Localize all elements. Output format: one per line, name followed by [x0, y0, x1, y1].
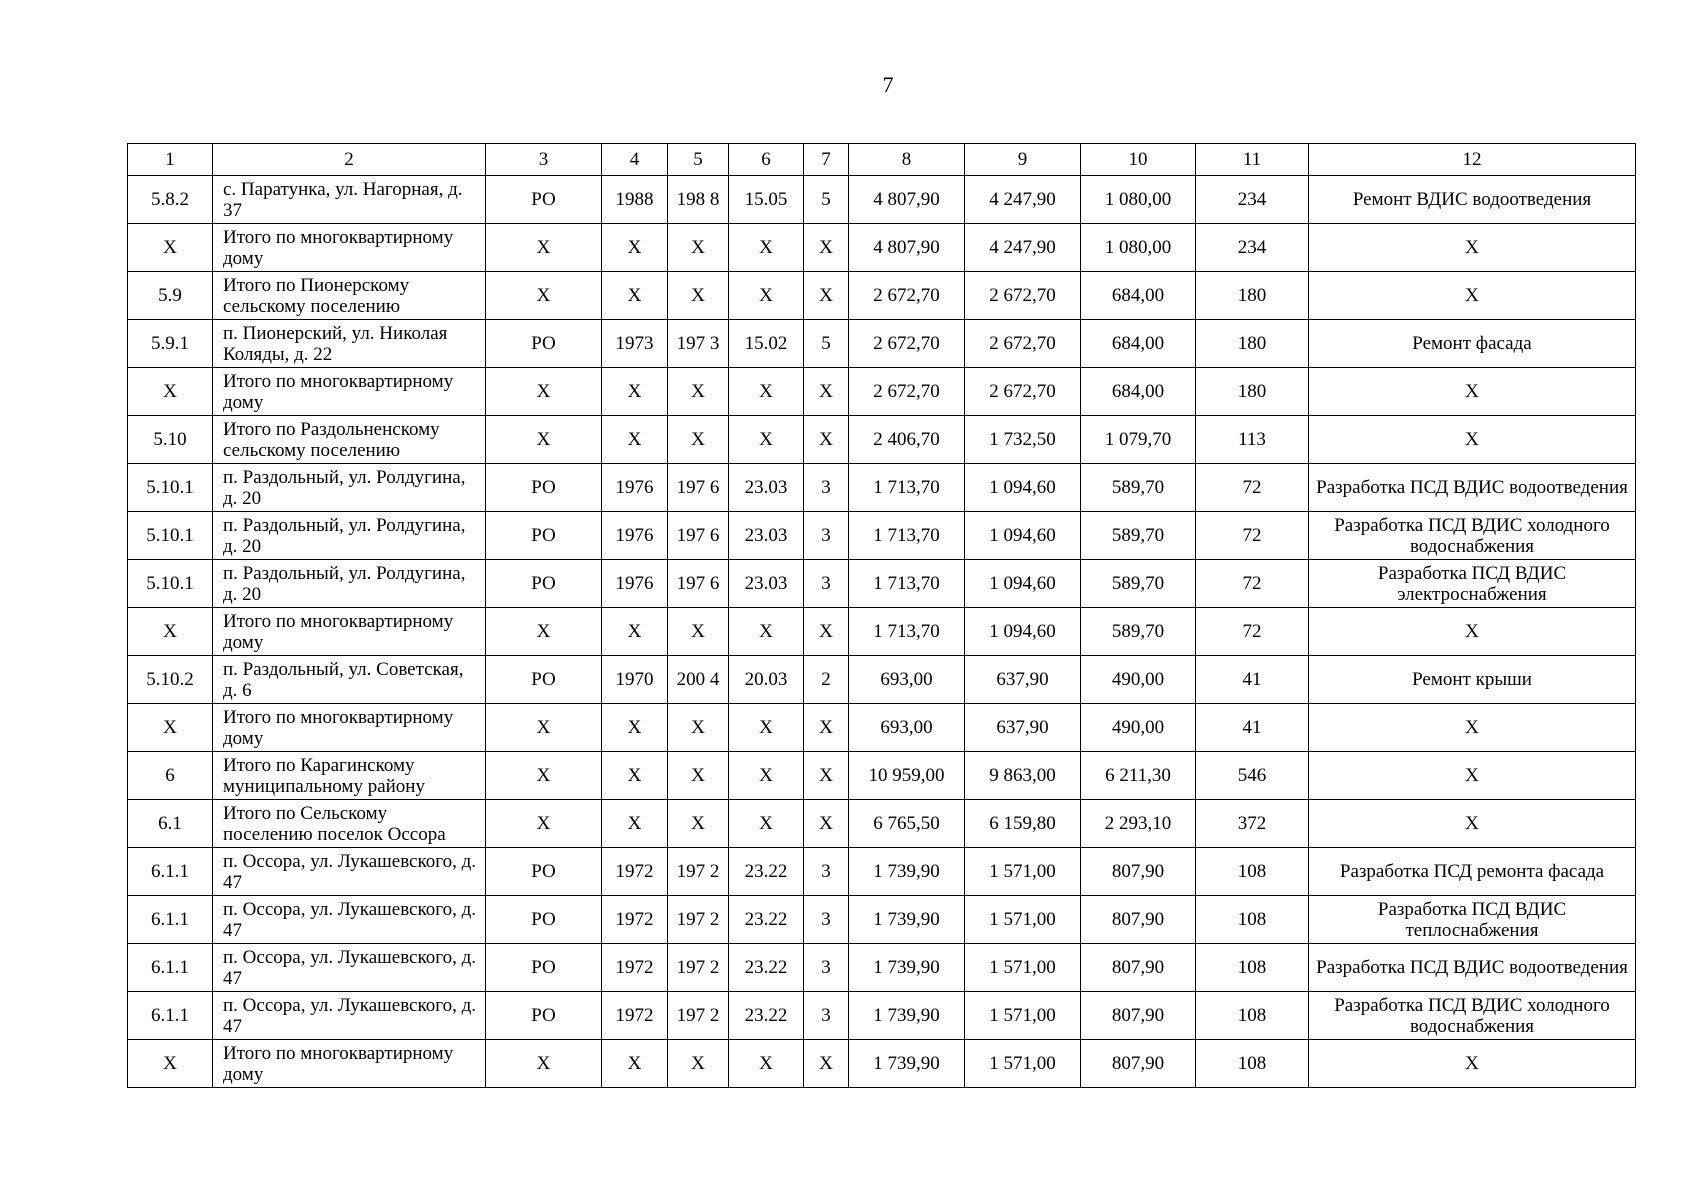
cell-owner: РО [486, 896, 602, 944]
cell-owner: Х [486, 1040, 602, 1088]
cell-year-2: 197 2 [668, 896, 729, 944]
table-row [128, 416, 1636, 464]
page-number: 7 [882, 72, 894, 97]
cell-residents: 108 [1196, 848, 1309, 896]
cell-area-living: 1 094,60 [965, 464, 1081, 512]
cell-area-living: 1 094,60 [965, 512, 1081, 560]
cell-floors: 2 [804, 656, 849, 704]
cell-year-2: Х [668, 608, 729, 656]
cell-year-2: 197 2 [668, 944, 729, 992]
cell-owner: РО [486, 656, 602, 704]
cell-owner: РО [486, 512, 602, 560]
cell-work-type: Разработка ПСД ВДИС электроснабжения [1309, 560, 1636, 608]
cell-work-type: Х [1309, 752, 1636, 800]
cell-residents: 41 [1196, 704, 1309, 752]
cell-owner: Х [486, 272, 602, 320]
cell-floors: Х [804, 416, 849, 464]
header-cell-owner: 3 [486, 144, 602, 176]
cell-residents: 546 [1196, 752, 1309, 800]
cell-residents: 72 [1196, 560, 1309, 608]
cell-code: 23.03 [729, 512, 804, 560]
cell-floors: 3 [804, 848, 849, 896]
cell-year-2: 197 2 [668, 992, 729, 1040]
cell-area-living: 1 732,50 [965, 416, 1081, 464]
cell-area-living: 1 094,60 [965, 608, 1081, 656]
cell-work-type: Х [1309, 704, 1636, 752]
cell-address: п. Оссора, ул. Лукашевского, д. 47 [213, 896, 486, 944]
cell-address: Итого по Раздольненскому сельскому поселению [213, 416, 486, 464]
cell-area-living: 1 571,00 [965, 944, 1081, 992]
cell-area-total: 2 406,70 [849, 416, 965, 464]
cell-code: 23.03 [729, 560, 804, 608]
cell-num: 6.1.1 [128, 992, 213, 1040]
cell-area-living: 637,90 [965, 656, 1081, 704]
cell-year-2: Х [668, 800, 729, 848]
cell-address: п. Раздольный, ул. Ролдугина, д. 20 [213, 464, 486, 512]
cell-area-other: 490,00 [1081, 704, 1196, 752]
cell-address: п. Раздольный, ул. Ролдугина, д. 20 [213, 560, 486, 608]
cell-area-other: 1 080,00 [1081, 176, 1196, 224]
cell-owner: Х [486, 800, 602, 848]
table-row [128, 560, 1636, 608]
cell-owner: РО [486, 320, 602, 368]
cell-area-living: 4 247,90 [965, 224, 1081, 272]
cell-floors: Х [804, 752, 849, 800]
cell-year-2: 198 8 [668, 176, 729, 224]
table-row [128, 272, 1636, 320]
cell-floors: 5 [804, 176, 849, 224]
cell-address: с. Паратунка, ул. Нагорная, д. 37 [213, 176, 486, 224]
cell-num: Х [128, 224, 213, 272]
cell-year-2: 200 4 [668, 656, 729, 704]
cell-code: Х [729, 272, 804, 320]
cell-year-2: 197 3 [668, 320, 729, 368]
cell-area-total: 1 713,70 [849, 464, 965, 512]
cell-area-living: 637,90 [965, 704, 1081, 752]
cell-owner: Х [486, 368, 602, 416]
cell-floors: Х [804, 1040, 849, 1088]
cell-num: 5.10 [128, 416, 213, 464]
cell-year-built: 1976 [602, 464, 668, 512]
cell-area-living: 1 571,00 [965, 896, 1081, 944]
cell-num: 5.9 [128, 272, 213, 320]
table-row [128, 656, 1636, 704]
cell-floors: Х [804, 224, 849, 272]
cell-area-living: 1 094,60 [965, 560, 1081, 608]
cell-area-total: 2 672,70 [849, 368, 965, 416]
cell-owner: Х [486, 224, 602, 272]
cell-address: Итого по многоквартирному дому [213, 368, 486, 416]
cell-year-2: 197 2 [668, 848, 729, 896]
cell-code: 15.02 [729, 320, 804, 368]
cell-year-built: 1970 [602, 656, 668, 704]
cell-address: Итого по многоквартирному дому [213, 224, 486, 272]
cell-area-total: 4 807,90 [849, 176, 965, 224]
cell-code: 23.22 [729, 992, 804, 1040]
cell-year-built: 1972 [602, 992, 668, 1040]
cell-num: 5.8.2 [128, 176, 213, 224]
cell-year-2: Х [668, 752, 729, 800]
cell-year-built: Х [602, 800, 668, 848]
cell-code: Х [729, 608, 804, 656]
cell-code: 15.05 [729, 176, 804, 224]
cell-num: 6 [128, 752, 213, 800]
table-row [128, 1040, 1636, 1088]
header-cell-residents: 11 [1196, 144, 1309, 176]
cell-year-2: Х [668, 224, 729, 272]
cell-work-type: Разработка ПСД ВДИС водоотведения [1309, 944, 1636, 992]
table-row [128, 992, 1636, 1040]
cell-owner: РО [486, 944, 602, 992]
cell-floors: 3 [804, 464, 849, 512]
cell-code: 23.22 [729, 848, 804, 896]
cell-code: Х [729, 704, 804, 752]
cell-floors: 3 [804, 944, 849, 992]
cell-address: п. Оссора, ул. Лукашевского, д. 47 [213, 992, 486, 1040]
cell-area-living: 1 571,00 [965, 848, 1081, 896]
cell-work-type: Х [1309, 416, 1636, 464]
cell-num: 5.10.1 [128, 464, 213, 512]
cell-num: 6.1.1 [128, 944, 213, 992]
cell-num: Х [128, 1040, 213, 1088]
header-cell-area-living: 9 [965, 144, 1081, 176]
cell-area-other: 1 080,00 [1081, 224, 1196, 272]
cell-address: п. Раздольный, ул. Советская, д. 6 [213, 656, 486, 704]
cell-address: Итого по Пионерскому сельскому поселению [213, 272, 486, 320]
cell-area-living: 6 159,80 [965, 800, 1081, 848]
cell-area-total: 1 713,70 [849, 560, 965, 608]
cell-year-2: Х [668, 368, 729, 416]
header-cell-area-other: 10 [1081, 144, 1196, 176]
cell-floors: Х [804, 272, 849, 320]
cell-residents: 72 [1196, 608, 1309, 656]
cell-area-living: 2 672,70 [965, 368, 1081, 416]
cell-owner: Х [486, 416, 602, 464]
cell-work-type: Разработка ПСД ВДИС водоотведения [1309, 464, 1636, 512]
cell-area-other: 684,00 [1081, 320, 1196, 368]
cell-year-built: Х [602, 1040, 668, 1088]
cell-area-other: 589,70 [1081, 464, 1196, 512]
cell-residents: 108 [1196, 896, 1309, 944]
cell-work-type: Разработка ПСД ВДИС холодного водоснабжения [1309, 992, 1636, 1040]
cell-year-built: Х [602, 608, 668, 656]
cell-area-total: 6 765,50 [849, 800, 965, 848]
table-row [128, 752, 1636, 800]
cell-floors: 3 [804, 512, 849, 560]
table-row [128, 320, 1636, 368]
cell-owner: РО [486, 176, 602, 224]
cell-residents: 372 [1196, 800, 1309, 848]
cell-area-other: 490,00 [1081, 656, 1196, 704]
cell-work-type: Х [1309, 608, 1636, 656]
cell-work-type: Ремонт крыши [1309, 656, 1636, 704]
cell-area-other: 2 293,10 [1081, 800, 1196, 848]
cell-area-other: 6 211,30 [1081, 752, 1196, 800]
cell-area-other: 684,00 [1081, 272, 1196, 320]
cell-year-built: Х [602, 368, 668, 416]
cell-area-total: 1 739,90 [849, 944, 965, 992]
table-row [128, 896, 1636, 944]
cell-num: 5.10.1 [128, 512, 213, 560]
cell-year-built: 1972 [602, 944, 668, 992]
cell-year-2: 197 6 [668, 560, 729, 608]
cell-work-type: Разработка ПСД ремонта фасада [1309, 848, 1636, 896]
table-row [128, 176, 1636, 224]
table-row [128, 464, 1636, 512]
cell-area-living: 1 571,00 [965, 1040, 1081, 1088]
cell-year-built: Х [602, 704, 668, 752]
cell-owner: РО [486, 848, 602, 896]
cell-year-2: 197 6 [668, 464, 729, 512]
cell-address: п. Оссора, ул. Лукашевского, д. 47 [213, 848, 486, 896]
cell-area-total: 1 713,70 [849, 512, 965, 560]
cell-floors: 3 [804, 992, 849, 1040]
cell-area-total: 693,00 [849, 704, 965, 752]
cell-area-total: 10 959,00 [849, 752, 965, 800]
cell-code: 23.03 [729, 464, 804, 512]
cell-area-other: 589,70 [1081, 560, 1196, 608]
table-row [128, 224, 1636, 272]
cell-num: 5.9.1 [128, 320, 213, 368]
cell-owner: Х [486, 752, 602, 800]
cell-area-other: 807,90 [1081, 944, 1196, 992]
cell-year-built: 1976 [602, 560, 668, 608]
cell-area-living: 2 672,70 [965, 272, 1081, 320]
cell-area-total: 1 739,90 [849, 992, 965, 1040]
cell-address: Итого по многоквартирному дому [213, 1040, 486, 1088]
table-row [128, 848, 1636, 896]
cell-code: Х [729, 800, 804, 848]
cell-owner: РО [486, 560, 602, 608]
cell-code: Х [729, 368, 804, 416]
header-cell-year-built: 4 [602, 144, 668, 176]
cell-address: п. Оссора, ул. Лукашевского, д. 47 [213, 944, 486, 992]
cell-work-type: Х [1309, 272, 1636, 320]
cell-year-2: Х [668, 1040, 729, 1088]
cell-work-type: Х [1309, 800, 1636, 848]
cell-area-total: 1 739,90 [849, 896, 965, 944]
cell-address: п. Пионерский, ул. Николая Коляды, д. 22 [213, 320, 486, 368]
cell-area-living: 9 863,00 [965, 752, 1081, 800]
cell-work-type: Ремонт фасада [1309, 320, 1636, 368]
cell-num: 6.1.1 [128, 848, 213, 896]
cell-floors: Х [804, 704, 849, 752]
cell-year-built: 1972 [602, 848, 668, 896]
cell-year-built: Х [602, 272, 668, 320]
header-cell-year-2: 5 [668, 144, 729, 176]
cell-area-total: 2 672,70 [849, 272, 965, 320]
cell-residents: 113 [1196, 416, 1309, 464]
cell-year-built: Х [602, 752, 668, 800]
header-cell-area-total: 8 [849, 144, 965, 176]
cell-year-2: Х [668, 704, 729, 752]
cell-residents: 41 [1196, 656, 1309, 704]
cell-year-built: Х [602, 224, 668, 272]
cell-year-built: Х [602, 416, 668, 464]
cell-residents: 72 [1196, 512, 1309, 560]
header-cell-address: 2 [213, 144, 486, 176]
cell-residents: 108 [1196, 944, 1309, 992]
cell-area-living: 2 672,70 [965, 320, 1081, 368]
cell-owner: РО [486, 464, 602, 512]
cell-floors: Х [804, 608, 849, 656]
cell-area-other: 807,90 [1081, 992, 1196, 1040]
cell-num: Х [128, 704, 213, 752]
header-cell-num: 1 [128, 144, 213, 176]
cell-work-type: Х [1309, 1040, 1636, 1088]
cell-area-other: 807,90 [1081, 1040, 1196, 1088]
cell-residents: 180 [1196, 320, 1309, 368]
cell-work-type: Ремонт ВДИС водоотведения [1309, 176, 1636, 224]
cell-work-type: Х [1309, 224, 1636, 272]
header-cell-floors: 7 [804, 144, 849, 176]
cell-area-total: 693,00 [849, 656, 965, 704]
cell-residents: 72 [1196, 464, 1309, 512]
cell-code: 23.22 [729, 896, 804, 944]
cell-num: 6.1.1 [128, 896, 213, 944]
cell-area-living: 1 571,00 [965, 992, 1081, 1040]
cell-code: Х [729, 416, 804, 464]
cell-owner: Х [486, 704, 602, 752]
cell-area-total: 2 672,70 [849, 320, 965, 368]
cell-area-total: 1 739,90 [849, 1040, 965, 1088]
cell-residents: 234 [1196, 224, 1309, 272]
cell-residents: 180 [1196, 272, 1309, 320]
cell-address: п. Раздольный, ул. Ролдугина, д. 20 [213, 512, 486, 560]
table-row [128, 608, 1636, 656]
cell-code: Х [729, 752, 804, 800]
cell-floors: 5 [804, 320, 849, 368]
cell-residents: 234 [1196, 176, 1309, 224]
table-row [128, 800, 1636, 848]
cell-year-built: 1976 [602, 512, 668, 560]
cell-num: 6.1 [128, 800, 213, 848]
cell-area-other: 807,90 [1081, 896, 1196, 944]
cell-area-other: 807,90 [1081, 848, 1196, 896]
cell-year-2: Х [668, 416, 729, 464]
cell-owner: РО [486, 992, 602, 1040]
cell-num: 5.10.1 [128, 560, 213, 608]
cell-residents: 108 [1196, 1040, 1309, 1088]
cell-year-built: 1988 [602, 176, 668, 224]
cell-num: 5.10.2 [128, 656, 213, 704]
cell-floors: 3 [804, 560, 849, 608]
cell-residents: 180 [1196, 368, 1309, 416]
cell-area-other: 589,70 [1081, 512, 1196, 560]
header-cell-work-type: 12 [1309, 144, 1636, 176]
cell-area-total: 4 807,90 [849, 224, 965, 272]
cell-residents: 108 [1196, 992, 1309, 1040]
cell-address: Итого по Карагинскому муниципальному району [213, 752, 486, 800]
cell-year-2: Х [668, 272, 729, 320]
cell-area-total: 1 739,90 [849, 848, 965, 896]
table-row [128, 704, 1636, 752]
cell-floors: Х [804, 800, 849, 848]
table-row [128, 512, 1636, 560]
cell-area-other: 1 079,70 [1081, 416, 1196, 464]
cell-floors: 3 [804, 896, 849, 944]
cell-area-other: 684,00 [1081, 368, 1196, 416]
cell-year-built: 1973 [602, 320, 668, 368]
cell-floors: Х [804, 368, 849, 416]
cell-num: Х [128, 368, 213, 416]
cell-work-type: Разработка ПСД ВДИС холодного водоснабжения [1309, 512, 1636, 560]
table-header-row [128, 144, 1636, 176]
cell-address: Итого по многоквартирному дому [213, 704, 486, 752]
cell-code: Х [729, 224, 804, 272]
data-table [127, 143, 1636, 1088]
header-cell-code: 6 [729, 144, 804, 176]
cell-num: Х [128, 608, 213, 656]
cell-code: Х [729, 1040, 804, 1088]
cell-work-type: Х [1309, 368, 1636, 416]
cell-year-2: 197 6 [668, 512, 729, 560]
cell-code: 20.03 [729, 656, 804, 704]
table-row [128, 944, 1636, 992]
cell-owner: Х [486, 608, 602, 656]
cell-area-living: 4 247,90 [965, 176, 1081, 224]
cell-code: 23.22 [729, 944, 804, 992]
cell-work-type: Разработка ПСД ВДИС теплоснабжения [1309, 896, 1636, 944]
table-row [128, 368, 1636, 416]
cell-area-total: 1 713,70 [849, 608, 965, 656]
cell-address: Итого по Сельскому поселению поселок Оссора [213, 800, 486, 848]
cell-year-built: 1972 [602, 896, 668, 944]
cell-address: Итого по многоквартирному дому [213, 608, 486, 656]
cell-area-other: 589,70 [1081, 608, 1196, 656]
